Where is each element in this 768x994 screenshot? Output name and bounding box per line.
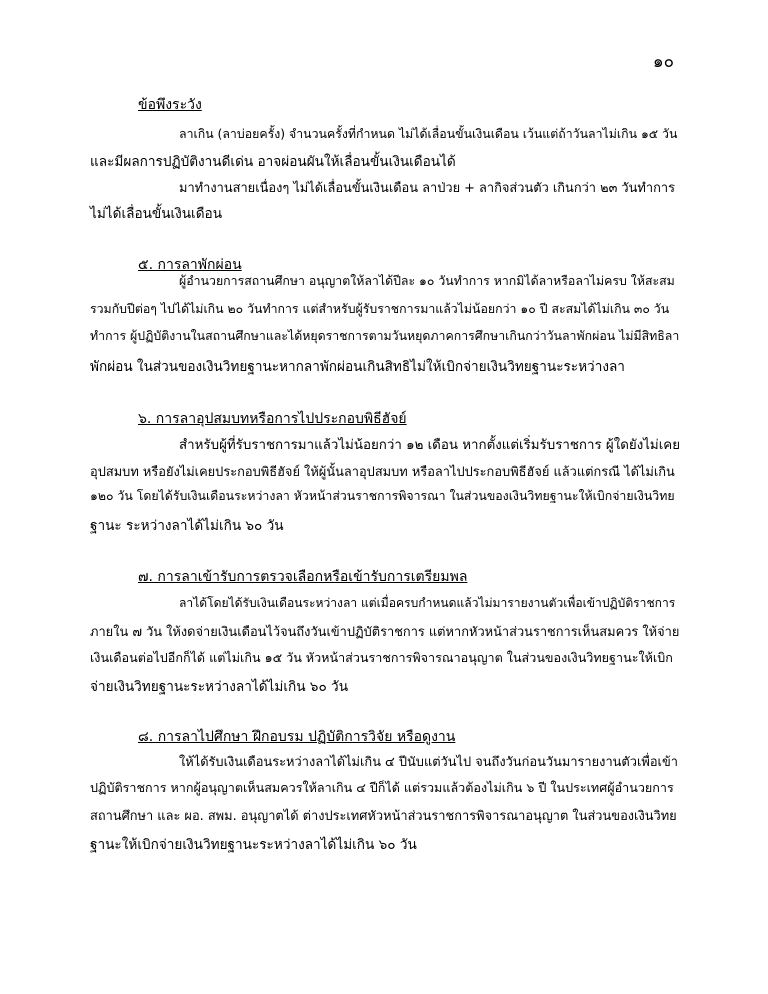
paragraph-line: ลาเกิน (ลาบ่อยครั้ง) จำนวนครั้งที่กำหนด ไม่ได้เลื่อนขั้นเงินเดือน เว้นแต่ถ้าวันลาไม่เกิน ๑๕ วัน xyxy=(179,127,678,141)
paragraph-line: ทำการ ผู้ปฏิบัติงานในสถานศึกษาและได้หยุดราชการตามวันหยุดภาคการศึกษาเกินกว่าวันลาพักผ่อน ไม่มีสิทธิลา xyxy=(90,329,680,343)
paragraph-line: ให้ได้รับเงินเดือนระหว่างลาได้ไม่เกิน ๔ ปีนับแต่วันไป จนถึงวันก่อนวันมารายงานตัวเพื่อเข้า xyxy=(179,755,678,770)
paragraph-line: พักผ่อน ในส่วนของเงินวิทยฐานะหากลาพักผ่อนเกินสิทธิไม่ให้เบิกจ่ายเงินวิทยฐานะระหว่างลา xyxy=(90,359,625,375)
paragraph-line: สำหรับผู้ที่รับราชการมาแล้วไม่น้อยกว่า ๑๒ เดือน หากตั้งแต่เริ่มรับราชการ ผู้ใดยังไม่เคย xyxy=(179,438,681,453)
paragraph-line: ฐานะให้เบิกจ่ายเงินวิทยฐานะระหว่างลาได้ไม่เกิน ๖๐ วัน xyxy=(90,837,417,853)
page-number: ๑๐ xyxy=(652,52,674,72)
paragraph-line: ภายใน ๗ วัน ให้งดจ่ายเงินเดือนไว้จนถึงวันเข้าปฏิบัติราชการ แต่หากหัวหน้าส่วนราชการเห็นสมควร ให้จ่าย xyxy=(90,625,680,640)
paragraph-line: อุปสมบท หรือยังไม่เคยประกอบพิธีฮัจย์ ให้ผู้นั้นลาอุปสมบท หรือลาไปประกอบพิธีฮัจย์ แล้วแต่กรณี ได้ไม่เกิน xyxy=(90,465,675,480)
paragraph-line: ฐานะ ระหว่างลาได้ไม่เกิน ๖๐ วัน xyxy=(90,518,284,534)
paragraph-line: จ่ายเงินวิทยฐานะระหว่างลาได้ไม่เกิน ๖๐ วัน xyxy=(90,679,348,695)
paragraph-line: ปฏิบัติราชการ หากผู้อนุญาตเห็นสมควรให้ลาเกิน ๔ ปีก็ได้ แต่รวมแล้วต้องไม่เกิน ๖ ปี ในประเทศผู้อำนวยการ xyxy=(90,780,674,795)
paragraph-line: สถานศึกษา และ ผอ. สพม. อนุญาตได้ ต่างประเทศหัวหน้าส่วนราชการพิจารณาอนุญาต ในส่วนของเงินวิทย xyxy=(90,809,677,824)
section-heading-military-leave: ๗. การลาเข้ารับการตรวจเลือกหรือเข้ารับการเตรียมพล xyxy=(138,569,468,585)
paragraph-line: ลาได้โดยได้รับเงินเดือนระหว่างลา แต่เมื่อครบกำหนดแล้วไม่มารายงานตัวเพื่อเข้าปฏิบัติราชการ xyxy=(179,596,676,610)
paragraph-line: รวมกับปีต่อๆ ไปได้ไม่เกิน ๒๐ วันทำการ แต่สำหรับผู้รับราชการมาแล้วไม่น้อยกว่า ๑๐ ปี สะสมได้ไม่เกิน ๓๐ วัน xyxy=(90,302,670,316)
paragraph-line: ผู้อำนวยการสถานศึกษา อนุญาตให้ลาได้ปีละ ๑๐ วันทำการ หากมิได้ลาหรือลาไม่ครบ ให้สะสม xyxy=(179,274,675,288)
section-heading-ordination-hajj-leave: ๖. การลาอุปสมบทหรือการไปประกอบพิธีฮัจย์ xyxy=(138,411,407,427)
paragraph-line: ไม่ได้เลื่อนขั้นเงินเดือน xyxy=(90,206,222,222)
section-heading-cautions: ข้อพึงระวัง xyxy=(138,97,202,113)
section-heading-study-training-leave: ๘. การลาไปศึกษา ฝึกอบรม ปฏิบัติการวิจัย หรือดูงาน xyxy=(138,729,456,745)
paragraph-line: ๑๒๐ วัน โดยได้รับเงินเดือนระหว่างลา หัวหน้าส่วนราชการพิจารณา ในส่วนของเงินวิทยฐานะให้เบิกจ่ายเงินวิทย xyxy=(90,489,675,503)
paragraph-line: และมีผลการปฏิบัติงานดีเด่น อาจผ่อนผันให้เลื่อนขั้นเงินเดือนได้ xyxy=(90,154,456,170)
paragraph-line: เงินเดือนต่อไปอีกก็ได้ แต่ไม่เกิน ๑๕ วัน หัวหน้าส่วนราชการพิจารณาอนุญาต ในส่วนของเงินวิทยฐานะให้เบิก xyxy=(90,650,673,665)
section-heading-vacation-leave: ๕. การลาพักผ่อน xyxy=(138,257,242,273)
paragraph-line: มาทำงานสายเนื่องๆ ไม่ได้เลื่อนขั้นเงินเดือน ลาป่วย + ลากิจส่วนตัว เกินกว่า ๒๓ วันทำการ xyxy=(179,181,675,196)
